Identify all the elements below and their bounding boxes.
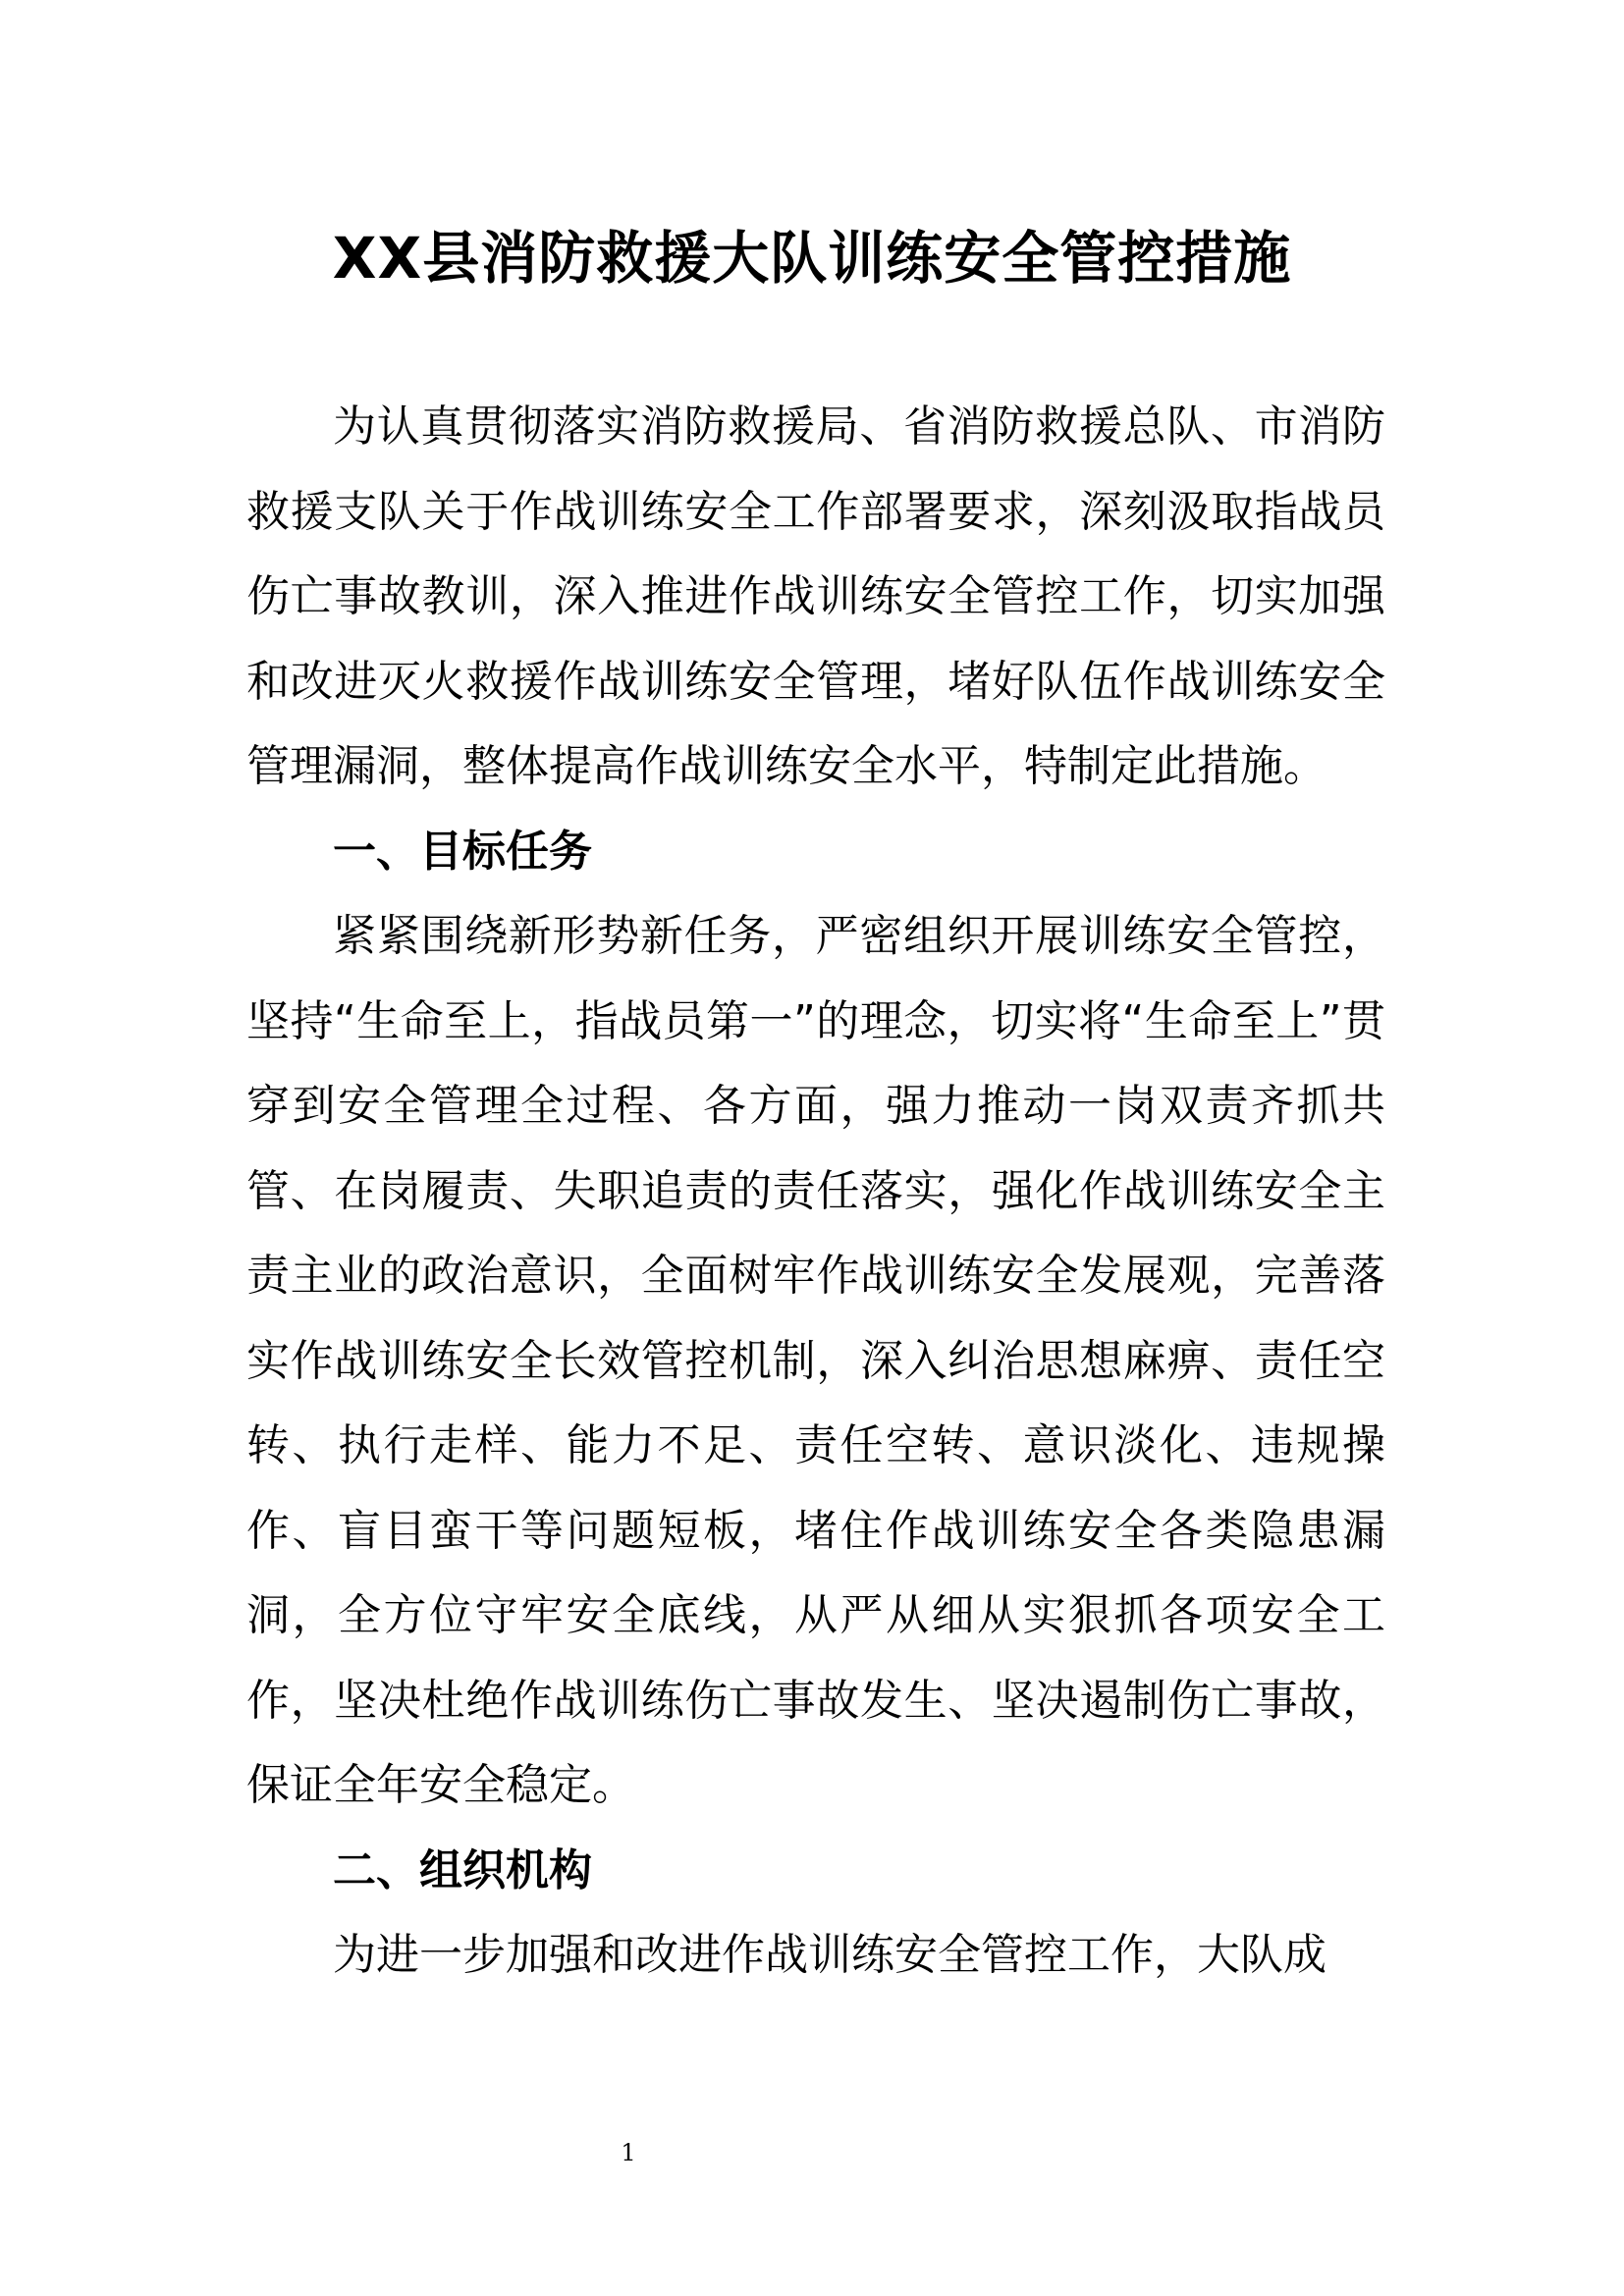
- document-title: XX县消防救援大队训练安全管控措施: [332, 225, 1292, 292]
- section-paragraph-organization: 为进一步加强和改进作战训练安全管控工作，大队成: [333, 1930, 1326, 1980]
- document-body: [246, 385, 1385, 1999]
- section-paragraph-goals: 紧紧围绕新形势新任务，严密组织开展训练安全管控，坚持“生命至上，指战员第一”的理念，切实将“生命至上”贯穿到安全管理全过程、各方面，强力推动一岗双责齐抓共管、在岗履责、失职追责的责任落实，强化作战训练安全主责主业的政治意识，全面树牢作战训练安全发展观，完善落实作战训练安全长效管控机制，深入纠治思想麻痹、责任空转、执行走样、能力不足、责任空转、意识淡化、违规操作、盲目蛮干等问题短板，堵住作战训练安全各类隐患漏洞，全方位守牢安全底线，从严从细从实狠抓各项安全工作，坚决杜绝作战训练伤亡事故发生、坚决遏制伤亡事故，保证全年安全稳定。: [246, 911, 1385, 1810]
- section-heading-organization: 二、组织机构: [333, 1844, 592, 1896]
- intro-paragraph: 为认真贯彻落实消防救援局、省消防救援总队、市消防救援支队关于作战训练安全工作部署要求，深刻汲取指战员伤亡事故教训，深入推进作战训练安全管控工作，切实加强和改进灭火救援作战训练安全管理，堵好队伍作战训练安全管理漏洞，整体提高作战训练安全水平，特制定此措施。: [246, 401, 1385, 791]
- section-heading-goals: 一、目标任务: [333, 826, 592, 877]
- page-number: 1: [621, 2139, 636, 2166]
